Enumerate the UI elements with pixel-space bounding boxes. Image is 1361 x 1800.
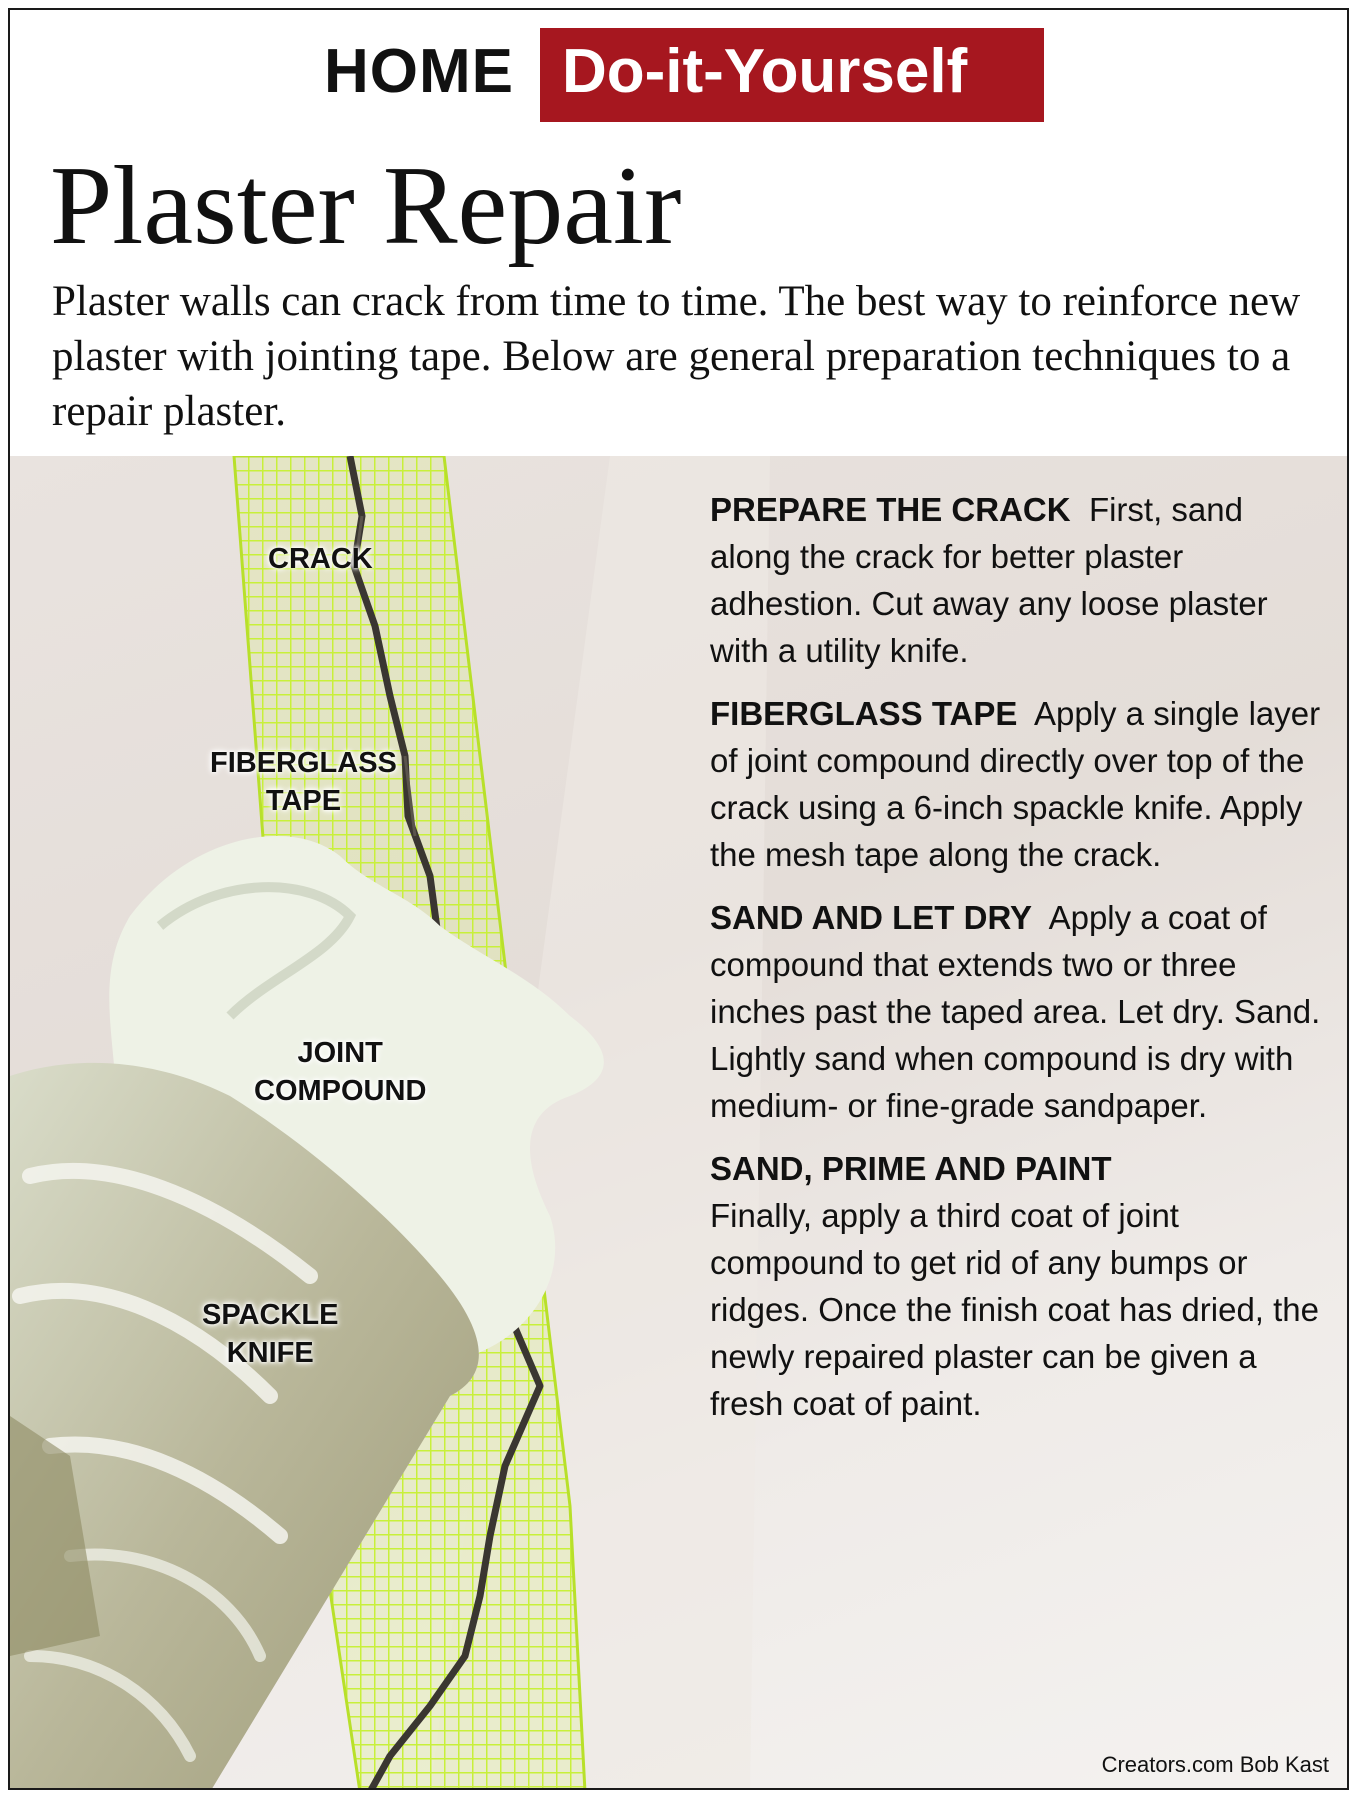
- intro-text: Plaster walls can crack from time to time. The best way to reinforce new plaster with jointing tape. Below are general preparation techniques to a repair plaster.: [52, 278, 1301, 435]
- section-label: Do-it-Yourself: [562, 37, 968, 106]
- step-fiberglass-tape: [710, 690, 1330, 878]
- step-prepare-crack: [710, 486, 1330, 674]
- label-joint-compound: JOINT COMPOUND: [254, 1037, 427, 1107]
- page-title: Plaster Repair: [50, 144, 682, 268]
- step-body: Apply a coat of compound that extends two or three inches past the taped area. Let dry. Sand. Lightly sand when compound is dry with medium- or fine-grade sandpaper.: [710, 899, 1321, 1124]
- credit-line: Creators.com Bob Kast: [1101, 1752, 1329, 1777]
- infographic-frame: [8, 8, 1349, 1790]
- step-sand-prime-paint: [710, 1145, 1330, 1427]
- step-heading: SAND, PRIME AND PAINT: [710, 1150, 1112, 1187]
- repair-illustration: [10, 456, 1349, 1790]
- step-body: Apply a single layer of joint compound directly over top of the crack using a 6-inch spackle knife. Apply the mesh tape along the crack.: [710, 695, 1321, 873]
- label-fiberglass-tape: FIBERGLASS TAPE: [210, 747, 397, 817]
- step-body: Finally, apply a third coat of joint compound to get rid of any bumps or ridges. Once the finish coat has dried, the newly repaired plaster can be given a fresh coat of paint.: [710, 1197, 1320, 1422]
- step-sand-let-dry: [710, 894, 1330, 1129]
- steps-list: [710, 486, 1330, 1443]
- step-heading: FIBERGLASS TAPE: [710, 695, 1018, 732]
- step-body: First, sand along the crack for better plaster adhestion. Cut away any loose plaster with a utility knife.: [710, 491, 1268, 669]
- home-label: HOME: [324, 37, 514, 106]
- label-crack: CRACK: [268, 543, 373, 575]
- header: [10, 28, 1347, 124]
- step-heading: PREPARE THE CRACK: [710, 491, 1071, 528]
- step-heading: SAND AND LET DRY: [710, 899, 1033, 936]
- label-spackle-knife: SPACKLE KNIFE: [202, 1299, 339, 1369]
- section-banner: [540, 28, 1044, 122]
